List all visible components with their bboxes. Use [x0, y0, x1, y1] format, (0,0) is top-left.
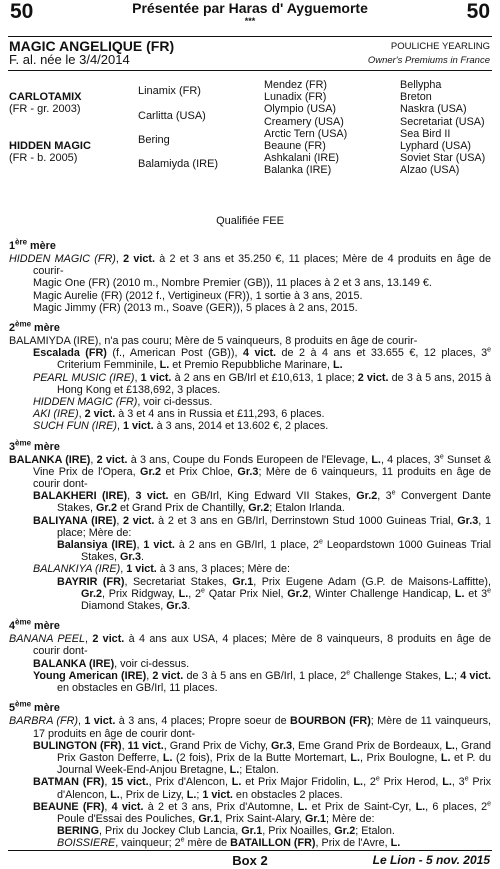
produce-entry: Magic Aurelie (FR) (2012 f., Vertigineux (FR)), 1 sortie à 3 ans, 2015.: [33, 289, 363, 302]
produce-entry: BARBRA (FR), 1 vict. à 3 ans, 4 places; Propre soeur de BOURBON (FR); Mère de 11 vainqueurs, 17 produits en âge de courir dont-: [9, 715, 492, 740]
presenter: Présentée par Haras d' Ayguemorte: [132, 0, 368, 16]
produce-entry: BERING, Prix du Jockey Club Lancia, Gr.1, Prix Noailles, Gr.2; Etalon.: [57, 825, 395, 838]
produce-entry: BALANKA (IRE), voir ci-dessus.: [33, 657, 190, 670]
produce-entry: Escalada (FR) (f., American Post (GB)), 4 vict. de 2 à 4 ans et 33.655 €, 12 places, 3e Criterium Femminile, L. et Premio Repubbliche Marinare, L.: [33, 346, 492, 372]
produce-entry: Balansiya (IRE), 1 vict. à 2 ans en GB/Irl, 1 place, 2e Leopardstown 1000 Guineas Trial Stakes, Gr.3.: [57, 538, 491, 564]
pedigree-gen4-item: Secretariat (USA): [400, 115, 485, 128]
lot-number-left: 50: [10, 0, 34, 23]
generation-heading: 1ère mère: [9, 237, 56, 252]
pedigree-gen3: [264, 79, 347, 177]
horse-name: MAGIC ANGELIQUE (FR): [9, 38, 175, 54]
pedigree-sire-info: (FR - gr. 2003): [9, 103, 81, 115]
footer-sale: Le Lion - 5 nov. 2015: [372, 853, 490, 867]
pedigree-gen2-2: Bering: [138, 134, 170, 146]
pedigree-gen4-item: Breton: [400, 91, 432, 104]
produce-entry: Young American (IRE), 2 vict. de 3 à 5 ans en GB/Irl, 1 place, 2e Challenge Stakes, L.; 4 vict. en obstacles en GB/Irl, 11 places.: [33, 669, 492, 695]
pedigree-gen4-item: Lyphard (USA): [400, 140, 472, 153]
pedigree-gen4-item: Naskra (USA): [400, 103, 467, 116]
pedigree-sire: CARLOTAMIX: [9, 91, 82, 103]
pedigree-gen4-item: Soviet Star (USA): [400, 152, 486, 165]
produce-entry: HIDDEN MAGIC (FR), 2 vict. à 2 et 3 ans et 35.250 €, 11 places; Mère de 4 produits en âge de courir-: [9, 253, 492, 278]
header-stars: ***: [244, 16, 256, 26]
produce-record: [9, 237, 492, 850]
pedigree-dam-info: (FR - b. 2005): [9, 152, 78, 164]
pedigree-gen2-1: Carlitta (USA): [138, 110, 206, 122]
pedigree-gen3-item: Lunadix (FR): [264, 91, 327, 104]
generation-heading: 4ème mère: [9, 617, 60, 633]
pedigree-dam: HIDDEN MAGIC: [9, 140, 91, 152]
pedigree-gen3-item: Balanka (IRE): [264, 164, 332, 177]
pedigree-gen4-item: Sea Bird II: [400, 127, 451, 140]
generation-heading: 5ème mère: [9, 699, 60, 715]
footer-rule: [8, 850, 492, 851]
produce-entry: Magic Jimmy (FR) (2013 m., Soave (GER)), 5 places à 2 ans, 2015.: [33, 301, 358, 314]
horse-category: POULICHE YEARLING: [390, 41, 490, 52]
produce-entry: BALAKHERI (IRE), 3 vict. en GB/Irl, King Edward VII Stakes, Gr.2, 3e Convergent Dante Stakes, Gr.2 et Grand Prix de Chantilly, Gr.2; Etalon Irlanda.: [33, 489, 491, 515]
lot-number-right: 50: [466, 0, 490, 23]
pedigree-rule: [8, 70, 492, 71]
generation-heading: 2ème mère: [9, 319, 60, 335]
produce-entry: BALAMIYDA (IRE), n'a pas couru; Mère de 5 vainqueurs, 8 produits en âge de courir-: [9, 335, 418, 348]
pedigree-gen3-item: Olympio (USA): [264, 103, 336, 116]
produce-entry: BANANA PEEL, 2 vict. à 4 ans aux USA, 4 places; Mère de 8 vainqueurs, 8 produits en âge de courir dont-: [9, 633, 492, 658]
produce-entry: AKI (IRE), 2 vict. à 3 et 4 ans in Russia et £11,293, 6 places.: [33, 408, 325, 421]
pedigree-gen3-item: Beaune (FR): [264, 140, 326, 153]
horse-birth: F. al. née le 3/4/2014: [9, 52, 130, 67]
pedigree-gen2-0: Linamix (FR): [138, 85, 201, 97]
produce-entry: Magic One (FR) (2010 m., Nombre Premier (GB)), 11 places à 2 et 3 ans, 13.149 €.: [33, 277, 432, 290]
pedigree-gen4-item: Alzao (USA): [400, 164, 460, 177]
produce-entry: BALIYANA (IRE), 2 vict. à 2 et 3 ans en GB/Irl, Derrinstown Stud 1000 Guineas Trial, Gr.3, 1 place; Mère de:: [33, 514, 492, 539]
produce-entry: BAYRIR (FR), Secretariat Stakes, Gr.1, Prix Eugene Adam (G.P. de Maisons-Laffitte), Gr.2, Prix Ridgway, L., 2e Qatar Prix Niel, Gr.2, Winter Challenge Handicap, L. et 3e Diamond Stakes, Gr.3.: [57, 575, 492, 613]
produce-entry: BALANKIYA (IRE), 1 vict. à 3 ans, 3 places; Mère de:: [33, 563, 291, 576]
produce-entry: BULINGTON (FR), 11 vict., Grand Prix de Vichy, Gr.3, Eme Grand Prix de Bordeaux, L., Grand Prix Gaston Defferre, L. (2 fois), Prix de la Butte Mortemart, L., Prix Boulogne, L. et P. du Journal Week-End-Anjou Bretagne, L.; Etalon.: [33, 739, 491, 777]
generation-heading: 3ème mère: [9, 438, 60, 453]
horse-sale-info: Owner's Premiums in France: [367, 55, 490, 66]
produce-entry: BOISSIERE, vainqueur; 2e mère de BATAILLON (FR), Prix de l'Avre, L.: [57, 836, 401, 850]
pedigree-gen3-item: Creamery (USA): [264, 115, 344, 128]
pedigree-gen3-item: Ashkalani (IRE): [264, 152, 340, 165]
pedigree-gen3-item: Arctic Tern (USA): [264, 127, 348, 140]
qualification: Qualifiée FEE: [216, 215, 284, 227]
produce-entry: SUCH FUN (IRE), 1 vict. à 3 ans, 2014 et 13.602 €, 2 places.: [33, 420, 329, 433]
produce-entry: BALANKA (IRE), 2 vict. à 3 ans, Coupe du Fonds Europeen de l'Elevage, L., 4 places, 3e Sunset & Vine Prix de l'Opera, Gr.2 et Prix Chloe, Gr.3; Mère de 6 vainqueurs, 11 produits en âge de courir dont-: [9, 453, 492, 491]
produce-entry: BATMAN (FR), 15 vict., Prix d'Alencon, L. et Prix Major Fridolin, L., 2e Prix Herod, L., 3e Prix d'Alencon, L., Prix de Lizy, L.; 1 vict. en obstacles 2 places.: [33, 775, 492, 801]
header-rule: [8, 36, 492, 37]
footer-box: Box 2: [232, 853, 268, 868]
pedigree-gen3-item: Mendez (FR): [264, 79, 327, 91]
produce-entry: PEARL MUSIC (IRE), 1 vict. à 2 ans en GB/Irl et £10,613, 1 place; 2 vict. de 3 à 5 ans, 2015 à Hong Kong et £138,692, 3 places.: [33, 371, 492, 396]
pedigree-gen2-3: Balamiyda (IRE): [138, 158, 219, 170]
produce-entry: BEAUNE (FR), 4 vict. à 2 et 3 ans, Prix d'Automne, L. et Prix de Saint-Cyr, L., 6 places, 2e Poule d'Essai des Pouliches, Gr.1, Prix Saint-Alary, Gr.1; Mère de:: [33, 800, 492, 825]
pedigree-gen4: [400, 79, 485, 177]
pedigree-gen4-item: Bellypha: [400, 79, 442, 91]
produce-entry: HIDDEN MAGIC (FR), voir ci-dessus.: [33, 396, 213, 409]
